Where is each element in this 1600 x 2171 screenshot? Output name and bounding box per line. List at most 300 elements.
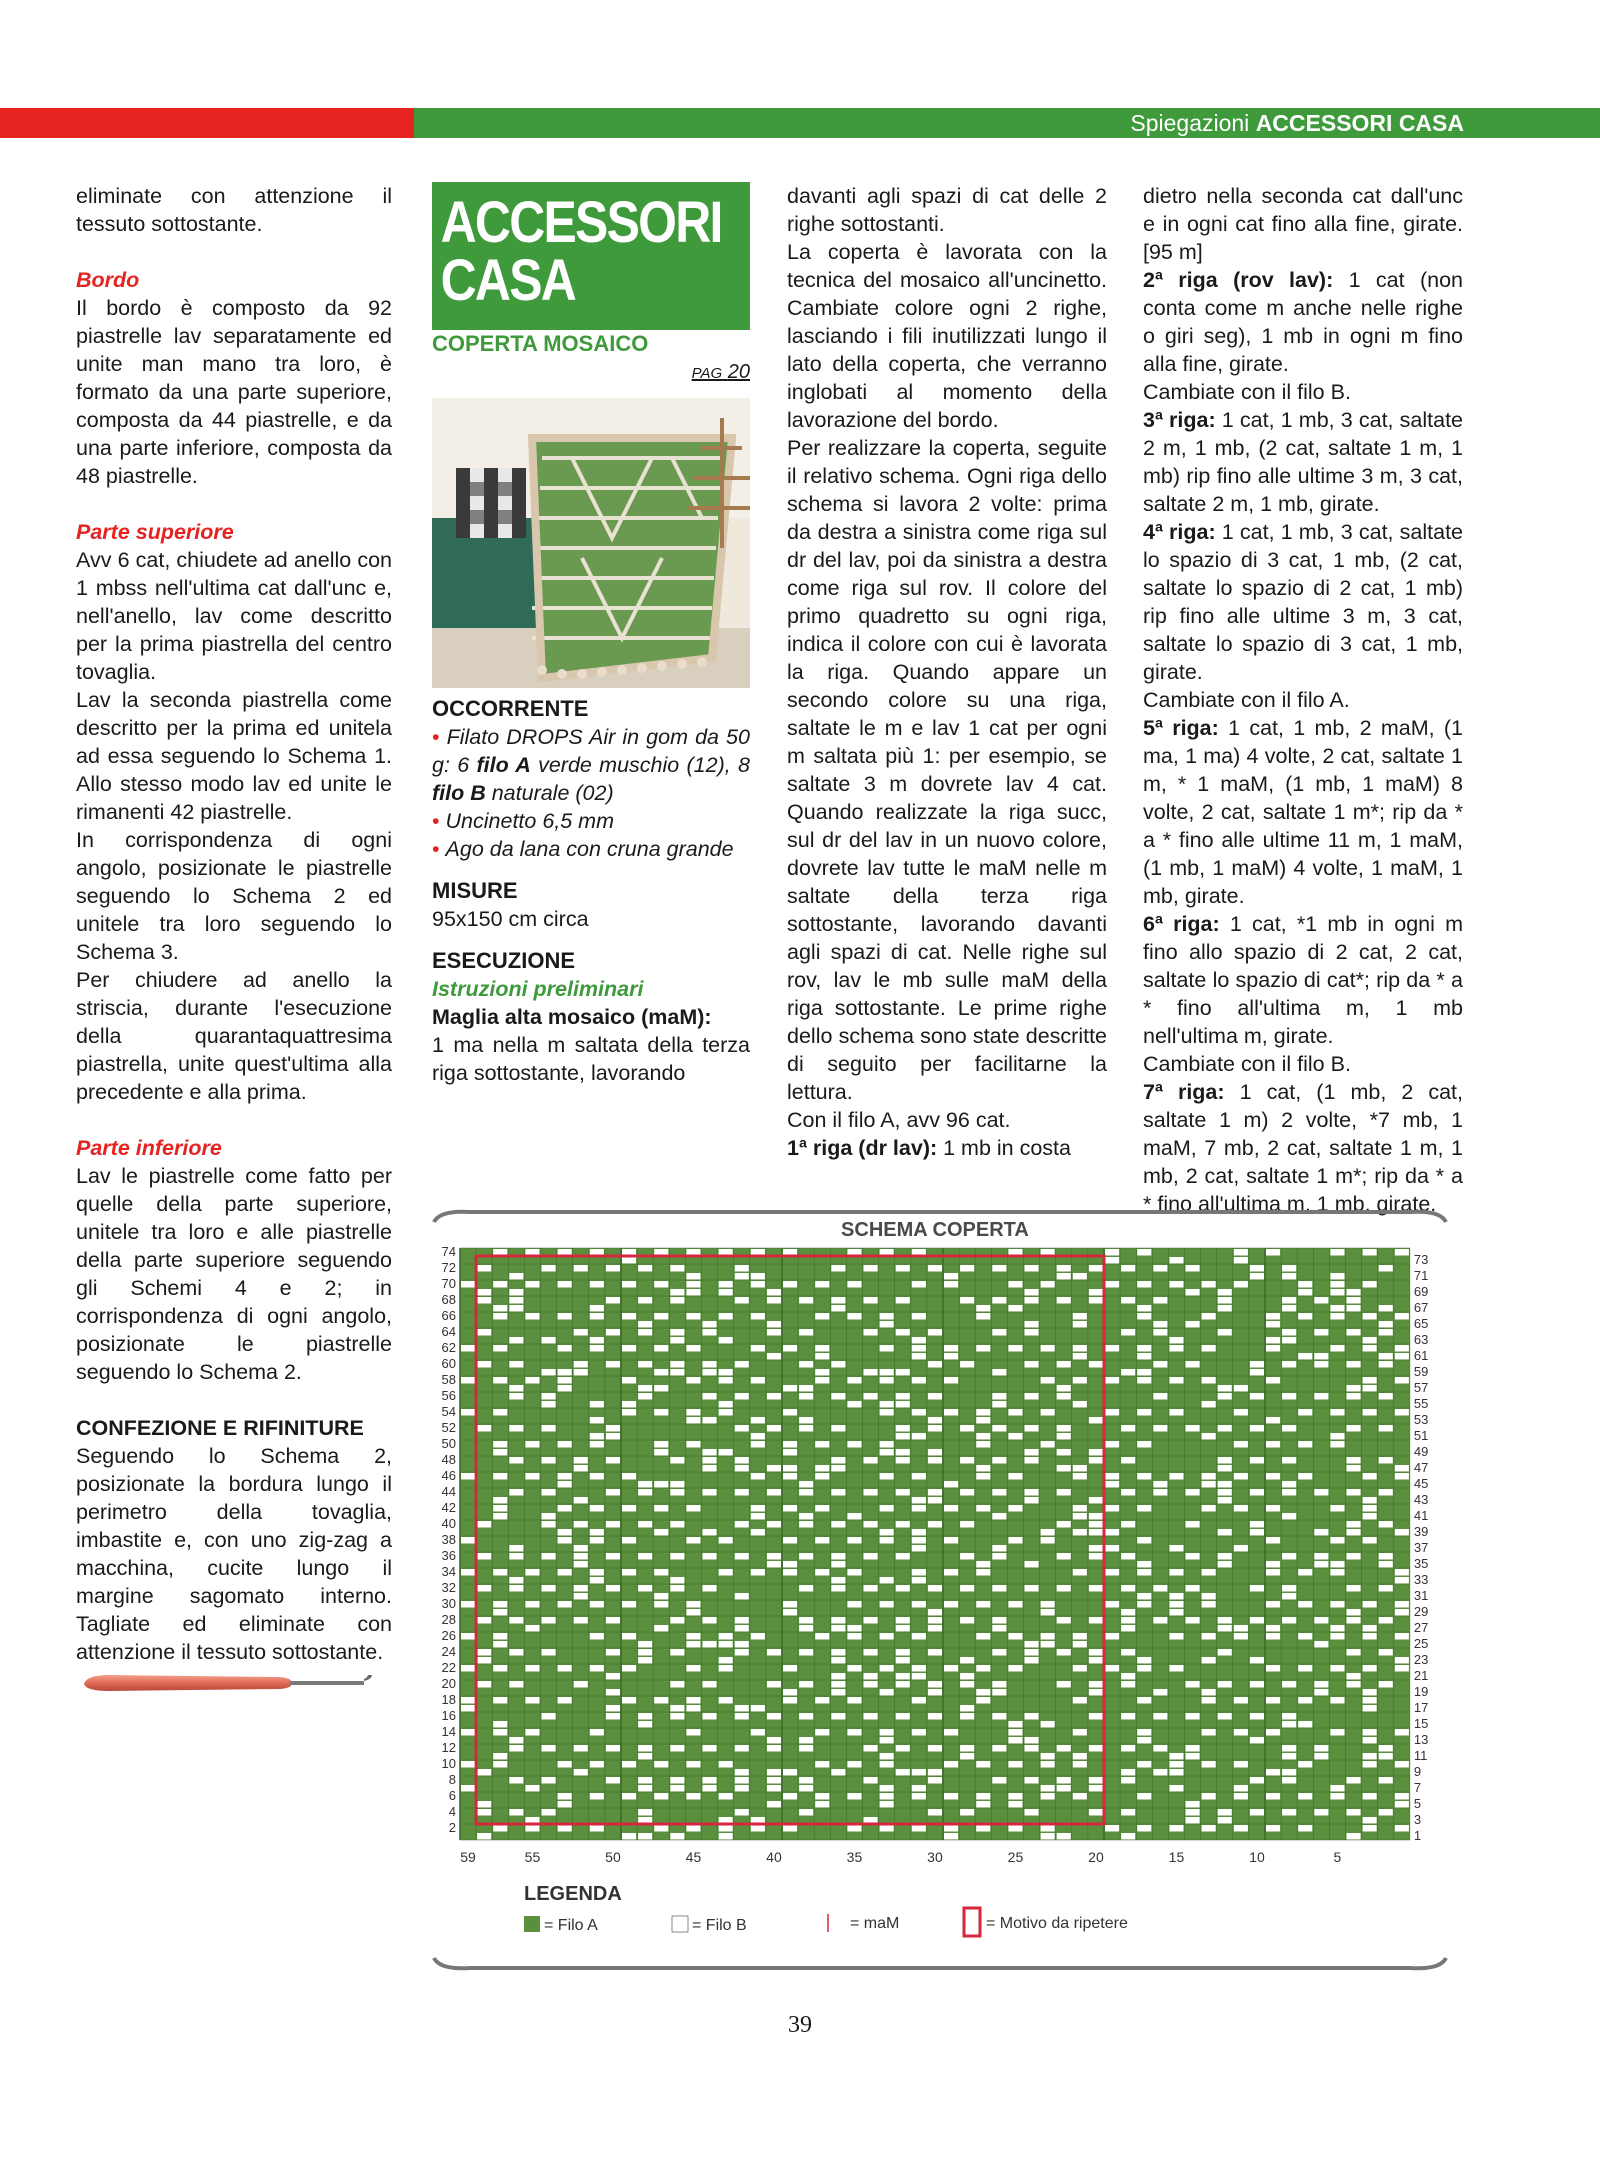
chart-cell — [1314, 1681, 1328, 1688]
chart-cell — [638, 1833, 652, 1840]
chart-cell — [1202, 1761, 1216, 1768]
chart-cell — [1363, 1625, 1377, 1632]
chart-cell — [686, 1537, 700, 1544]
chart-cell — [912, 1313, 926, 1320]
chart-cell — [1105, 1545, 1119, 1552]
chart-cell — [606, 1265, 620, 1272]
chart-cell — [670, 1585, 684, 1592]
chart-cell — [1363, 1737, 1377, 1744]
chart-cell — [815, 1465, 829, 1472]
chart-y-tick-left: 64 — [441, 1324, 456, 1339]
chart-cell — [735, 1521, 749, 1528]
chart-cell — [1057, 1449, 1071, 1456]
chart-cell — [1089, 1497, 1103, 1504]
chart-y-tick-right: 17 — [1413, 1700, 1429, 1715]
chart-cell — [1250, 1425, 1264, 1432]
chart-cell — [509, 1425, 523, 1432]
chart-cell — [1073, 1321, 1087, 1328]
chart-cell — [686, 1697, 700, 1704]
chart-cell — [1347, 1297, 1361, 1304]
chart-cell — [1395, 1249, 1409, 1256]
chart-cell — [992, 1617, 1006, 1624]
chart-cell — [1137, 1561, 1151, 1568]
chart-cell — [960, 1553, 974, 1560]
chart-cell — [1395, 1569, 1409, 1576]
chart-cell — [1186, 1753, 1200, 1760]
chart-cell — [1395, 1529, 1409, 1536]
chart-cell — [1153, 1329, 1167, 1336]
chart-cell — [1282, 1769, 1296, 1776]
chart-cell — [719, 1793, 733, 1800]
chart-cell — [1347, 1457, 1361, 1464]
chart-cell — [1121, 1489, 1135, 1496]
chart-cell — [1105, 1441, 1119, 1448]
chart-cell — [638, 1713, 652, 1720]
chart-cell — [1089, 1457, 1103, 1464]
chart-cell — [783, 1409, 797, 1416]
chart-cell — [1186, 1521, 1200, 1528]
chart-cell — [783, 1601, 797, 1608]
chart-cell — [1218, 1817, 1232, 1824]
chart-cell — [944, 1665, 958, 1672]
chart-cell — [654, 1385, 668, 1392]
chart-cell — [1137, 1345, 1151, 1352]
chart-cell — [670, 1745, 684, 1752]
chart-cell — [1298, 1441, 1312, 1448]
chart-cell — [606, 1673, 620, 1680]
chart-cell — [1008, 1737, 1022, 1744]
chart-cell — [783, 1569, 797, 1576]
chart-cell — [896, 1625, 910, 1632]
chart-cell — [880, 1449, 894, 1456]
chart-cell — [864, 1489, 878, 1496]
chart-cell — [1041, 1377, 1055, 1384]
chart-cell — [1008, 1825, 1022, 1832]
chart-cell — [1089, 1617, 1103, 1624]
chart-cell — [670, 1713, 684, 1720]
chart-cell — [1025, 1361, 1039, 1368]
chart-cell — [686, 1273, 700, 1280]
chart-cell — [1218, 1617, 1232, 1624]
chart-cell — [461, 1665, 475, 1672]
chart-cell — [654, 1313, 668, 1320]
chart-y-tick-right: 21 — [1413, 1668, 1429, 1683]
chart-cell — [1057, 1617, 1071, 1624]
chart-cell — [719, 1401, 733, 1408]
chart-cell — [896, 1681, 910, 1688]
chart-cell — [831, 1393, 845, 1400]
chart-y-tick-left: 24 — [441, 1644, 456, 1659]
chart-cell — [719, 1337, 733, 1344]
chart-cell — [461, 1705, 475, 1712]
chart-cell — [1169, 1753, 1183, 1760]
chart-cell — [493, 1665, 507, 1672]
chart-cell — [1121, 1369, 1135, 1376]
chart-cell — [944, 1537, 958, 1544]
chart-cell — [1025, 1713, 1039, 1720]
chart-cell — [703, 1361, 717, 1368]
chart-cell — [590, 1729, 604, 1736]
chart-cell — [477, 1769, 491, 1776]
chart-cell — [1298, 1353, 1312, 1360]
chart-cell — [751, 1417, 765, 1424]
chart-cell — [1105, 1281, 1119, 1288]
chart-cell — [847, 1313, 861, 1320]
chart-cell — [1347, 1833, 1361, 1840]
chart-cell — [670, 1705, 684, 1712]
chart-cell — [1266, 1321, 1280, 1328]
chart-cell — [1025, 1297, 1039, 1304]
chart-cell — [509, 1745, 523, 1752]
chart-cell — [799, 1481, 813, 1488]
chart-cell — [558, 1761, 572, 1768]
chart-cell — [976, 1665, 990, 1672]
chart-cell — [493, 1601, 507, 1608]
chart-cell — [767, 1521, 781, 1528]
chart-cell — [815, 1793, 829, 1800]
chart-y-tick-left: 28 — [441, 1612, 456, 1627]
chart-cell — [1121, 1777, 1135, 1784]
chart-cell — [864, 1369, 878, 1376]
chart-cell — [992, 1457, 1006, 1464]
chart-cell — [992, 1745, 1006, 1752]
chart-y-tick-right: 59 — [1413, 1364, 1429, 1379]
chart-cell — [622, 1473, 636, 1480]
chart-cell — [1234, 1793, 1248, 1800]
chart-cell — [831, 1649, 845, 1656]
chart-cell — [1379, 1681, 1393, 1688]
chart-cell — [944, 1353, 958, 1360]
chart-cell — [670, 1833, 684, 1840]
chart-cell — [1008, 1761, 1022, 1768]
chart-cell — [1282, 1481, 1296, 1488]
chart-cell — [1202, 1633, 1216, 1640]
chart-cell — [1041, 1641, 1055, 1648]
chart-cell — [574, 1745, 588, 1752]
chart-cell — [1298, 1761, 1312, 1768]
chart-cell — [912, 1281, 926, 1288]
chart-cell — [703, 1585, 717, 1592]
chart-cell — [976, 1561, 990, 1568]
chart-cell — [1008, 1305, 1022, 1312]
chart-cell — [1395, 1313, 1409, 1320]
chart-cell — [912, 1409, 926, 1416]
chart-cell — [992, 1265, 1006, 1272]
chart-cell — [1298, 1569, 1312, 1576]
chart-cell — [1153, 1481, 1167, 1488]
chart-cell — [1347, 1361, 1361, 1368]
chart-cell — [606, 1521, 620, 1528]
chart-cell — [1186, 1361, 1200, 1368]
chart-cell — [1202, 1593, 1216, 1600]
chart-cell — [735, 1713, 749, 1720]
chart-cell — [654, 1505, 668, 1512]
parte-inferiore-heading: Parte inferiore — [76, 1136, 222, 1160]
chart-cell — [831, 1265, 845, 1272]
chart-cell — [686, 1761, 700, 1768]
chart-cell — [1041, 1633, 1055, 1640]
chart-cell — [509, 1337, 523, 1344]
title-box — [432, 182, 750, 330]
chart-cell — [1330, 1249, 1344, 1256]
chart-cell — [880, 1793, 894, 1800]
chart-cell — [493, 1377, 507, 1384]
confezione-text: Seguendo lo Schema 2, posizionate la bordura lungo il perimetro della tovaglia, imbastite e, con uno zig-zag a macchina, cucite lungo il margine sagomato interno. Tagliate ed eliminate con attenzione il tessuto sottostante. — [76, 1444, 392, 1664]
chart-cell — [1057, 1465, 1071, 1472]
chart-cell — [896, 1553, 910, 1560]
chart-cell — [1347, 1673, 1361, 1680]
chart-cell — [574, 1561, 588, 1568]
chart-cell — [847, 1729, 861, 1736]
chart-cell — [831, 1425, 845, 1432]
chart-cell — [1298, 1665, 1312, 1672]
page-reference[interactable] — [432, 358, 750, 388]
row-7-instruction: 7ª riga: 1 cat, (1 mb, 2 cat, saltate 1 m) 2 volte, *7 mb, 1 maM, 7 mb, 2 cat, saltate 1 m, 1 mb, 2 cat, saltate 1 m*; rip da * a * fino all'ultima m, 1 mb, girate. — [1143, 1080, 1463, 1216]
chart-cell — [992, 1777, 1006, 1784]
chart-y-tick-right: 65 — [1413, 1316, 1429, 1331]
chart-cell — [1121, 1809, 1135, 1816]
chart-cell — [1314, 1641, 1328, 1648]
chart-cell — [783, 1465, 797, 1472]
chart-cell — [799, 1393, 813, 1400]
chart-cell — [461, 1569, 475, 1576]
chart-y-tick-right: 39 — [1413, 1524, 1429, 1539]
chart-cell — [767, 1561, 781, 1568]
chart-cell — [799, 1425, 813, 1432]
chart-cell — [1073, 1641, 1087, 1648]
chart-cell — [1282, 1753, 1296, 1760]
chart-cell — [976, 1697, 990, 1704]
chart-cell — [928, 1777, 942, 1784]
chart-cell — [1314, 1353, 1328, 1360]
chart-cell — [767, 1681, 781, 1688]
chart-cell — [1234, 1257, 1248, 1264]
chart-cell — [847, 1665, 861, 1672]
page-reference-number: 20 — [727, 361, 750, 383]
chart-cell — [558, 1529, 572, 1536]
blanket-photo-icon — [432, 398, 750, 688]
chart-cell — [542, 1585, 556, 1592]
chart-cell — [1282, 1553, 1296, 1560]
chart-cell — [992, 1545, 1006, 1552]
chart-cell — [1347, 1617, 1361, 1624]
chart-cell — [509, 1649, 523, 1656]
chart-cell — [992, 1401, 1006, 1408]
chart-cell — [1137, 1537, 1151, 1544]
chart-cell — [799, 1513, 813, 1520]
chart-cell — [1379, 1753, 1393, 1760]
chart-cell — [574, 1617, 588, 1624]
chart-cell — [1218, 1457, 1232, 1464]
chart-cell — [912, 1577, 926, 1584]
chart-cell — [1395, 1825, 1409, 1832]
row-1-instruction: 1ª riga (dr lav): 1 mb in costa — [787, 1136, 1071, 1160]
chart-y-tick-left: 6 — [448, 1788, 456, 1803]
chart-cell — [896, 1265, 910, 1272]
chart-cell — [783, 1281, 797, 1288]
chart-cell — [1169, 1377, 1183, 1384]
chart-cell — [461, 1697, 475, 1704]
chart-cell — [1186, 1713, 1200, 1720]
chart-cell — [847, 1601, 861, 1608]
chart-cell — [686, 1665, 700, 1672]
chart-cell — [509, 1737, 523, 1744]
chart-cell — [1282, 1721, 1296, 1728]
chart-cell — [1137, 1665, 1151, 1672]
chart-cell — [1121, 1673, 1135, 1680]
chart-cell — [831, 1457, 845, 1464]
chart-cell — [1282, 1273, 1296, 1280]
chart-cell — [703, 1457, 717, 1464]
chart-cell — [735, 1465, 749, 1472]
chart-cell — [558, 1665, 572, 1672]
chart-cell — [880, 1785, 894, 1792]
chart-cell — [896, 1657, 910, 1664]
chart-cell — [1330, 1305, 1344, 1312]
chart-cell — [1330, 1625, 1344, 1632]
chart-cell — [1347, 1585, 1361, 1592]
chart-cell — [1266, 1625, 1280, 1632]
chart-cell — [638, 1809, 652, 1816]
chart-cell — [815, 1369, 829, 1376]
legend-swatch-motivo — [964, 1908, 980, 1936]
chart-cell — [1266, 1665, 1280, 1672]
chart-cell — [638, 1753, 652, 1760]
chart-cell — [1089, 1585, 1103, 1592]
chart-cell — [735, 1641, 749, 1648]
chart-cell — [1137, 1825, 1151, 1832]
chart-cell — [1234, 1825, 1248, 1832]
chart-cell — [767, 1465, 781, 1472]
chart-cell — [493, 1345, 507, 1352]
chart-cell — [1137, 1441, 1151, 1448]
chart-y-tick-right: 67 — [1413, 1300, 1429, 1315]
chart-cell — [880, 1505, 894, 1512]
chart-cell — [670, 1777, 684, 1784]
chart-cell — [1379, 1265, 1393, 1272]
chart-cell — [1089, 1545, 1103, 1552]
chart-cell — [1153, 1425, 1167, 1432]
chart-cell — [703, 1777, 717, 1784]
chart-cell — [1121, 1681, 1135, 1688]
chart-cell — [1250, 1657, 1264, 1664]
chart-cell — [1169, 1345, 1183, 1352]
chart-y-tick-right: 73 — [1413, 1252, 1429, 1267]
chart-cell — [1105, 1529, 1119, 1536]
chart-cell — [670, 1457, 684, 1464]
chart-cell — [1089, 1657, 1103, 1664]
occorrente-heading: OCCORRENTE — [432, 696, 589, 721]
chart-cell — [799, 1745, 813, 1752]
chart-cell — [1153, 1585, 1167, 1592]
chart-cell — [1218, 1465, 1232, 1472]
chart-cell — [686, 1729, 700, 1736]
chart-y-tick-right: 69 — [1413, 1284, 1429, 1299]
chart-cell — [880, 1825, 894, 1832]
chart-cell — [622, 1401, 636, 1408]
chart-cell — [1282, 1681, 1296, 1688]
chart-cell — [1137, 1409, 1151, 1416]
chart-cell — [831, 1577, 845, 1584]
chart-cell — [880, 1377, 894, 1384]
chart-cell — [638, 1649, 652, 1656]
chart-cell — [638, 1489, 652, 1496]
chart-cell — [703, 1641, 717, 1648]
chart-cell — [1137, 1369, 1151, 1376]
chart-cell — [1202, 1401, 1216, 1408]
chart-cell — [1073, 1761, 1087, 1768]
chart-cell — [1073, 1729, 1087, 1736]
chart-cell — [831, 1561, 845, 1568]
chart-cell — [960, 1713, 974, 1720]
chart-cell — [1025, 1737, 1039, 1744]
chart-cell — [574, 1457, 588, 1464]
chart-cell — [944, 1601, 958, 1608]
chart-cell — [1298, 1289, 1312, 1296]
chart-cell — [1314, 1745, 1328, 1752]
chart-cell — [815, 1537, 829, 1544]
chart-cell — [1121, 1713, 1135, 1720]
chart-cell — [622, 1761, 636, 1768]
chart-cell — [992, 1489, 1006, 1496]
chart-cell — [1025, 1329, 1039, 1336]
chart-cell — [1202, 1313, 1216, 1320]
chart-cell — [1395, 1793, 1409, 1800]
chart-cell — [1089, 1297, 1103, 1304]
chart-cell — [1266, 1249, 1280, 1256]
legend-label-motivo: = Motivo da ripetere — [986, 1915, 1128, 1932]
chart-cell — [622, 1409, 636, 1416]
chart-cell — [686, 1793, 700, 1800]
chart-cell — [1395, 1345, 1409, 1352]
chart-cell — [1266, 1473, 1280, 1480]
chart-cell — [525, 1377, 539, 1384]
chart-cell — [1202, 1281, 1216, 1288]
chart-cell — [815, 1313, 829, 1320]
chart-cell — [590, 1401, 604, 1408]
chart-cell — [606, 1745, 620, 1752]
chart-cell — [590, 1441, 604, 1448]
chart-cell — [1266, 1345, 1280, 1352]
chart-cell — [1008, 1409, 1022, 1416]
chart-y-tick-right: 37 — [1413, 1540, 1429, 1555]
chart-cell — [767, 1393, 781, 1400]
chart-y-tick-right: 3 — [1413, 1812, 1422, 1827]
chart-cell — [976, 1825, 990, 1832]
chart-cell — [1363, 1601, 1377, 1608]
chart-cell — [1041, 1441, 1055, 1448]
chart-cell — [509, 1297, 523, 1304]
chart-cell — [542, 1617, 556, 1624]
chart-cell — [638, 1321, 652, 1328]
chart-cell — [461, 1473, 475, 1480]
chart-y-tick-right: 41 — [1413, 1508, 1429, 1523]
chart-cell — [654, 1369, 668, 1376]
chart-cell — [1347, 1521, 1361, 1528]
chart-cell — [1025, 1265, 1039, 1272]
chart-cell — [912, 1377, 926, 1384]
chart-cell — [783, 1473, 797, 1480]
chart-cell — [831, 1585, 845, 1592]
chart-cell — [928, 1625, 942, 1632]
chart-cell — [703, 1681, 717, 1688]
chart-cell — [880, 1345, 894, 1352]
chart-cell — [1057, 1785, 1071, 1792]
chart-cell — [1395, 1577, 1409, 1584]
chart-cell — [1298, 1409, 1312, 1416]
chart-cell — [799, 1809, 813, 1816]
chart-cell — [896, 1745, 910, 1752]
